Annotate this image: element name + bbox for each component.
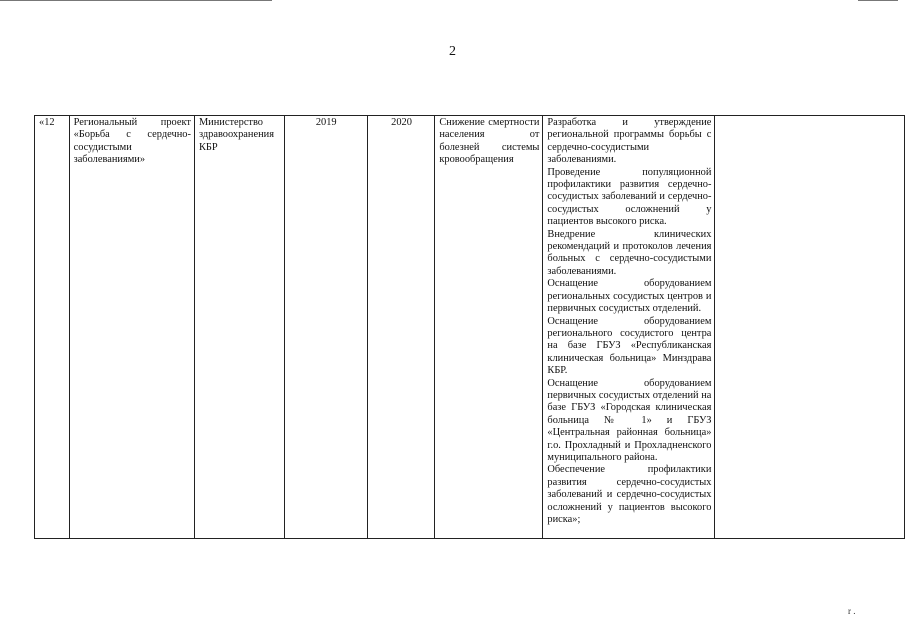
activity-item: Обеспечение профилактики развития сердечно-сосудистых заболеваний и сердечно-сосудистых осложнений у пациентов высокого риска»; <box>547 464 712 525</box>
activity-item: Разработка и утверждение региональной программы борьбы с сердечно-сосудистыми заболеваниями. <box>547 117 712 166</box>
scan-edge-top-right <box>858 0 898 3</box>
activity-item: Оснащение оборудованием региональных сосудистых центров и первичных сосудистых отделений. <box>547 278 712 315</box>
project-name-cell: Региональный проект «Борьба с сердечно-сосудистыми заболеваниями» <box>69 116 194 539</box>
row-number-cell: «12 <box>35 116 70 539</box>
activity-item: Внедрение клинических рекомендаций и протоколов лечения больных с сердечно-сосудистыми заболеваниями. <box>547 228 712 277</box>
notes-cell <box>715 116 905 539</box>
page-number: 2 <box>449 44 456 59</box>
program-table <box>34 115 905 539</box>
expected-result-cell: Снижение смертности населения от болезней системы кровообращения <box>435 116 543 539</box>
end-year-cell: 2020 <box>367 116 435 539</box>
activity-item: Оснащение оборудованием регионального сосудистого центра на базе ГБУЗ «Республиканская клиническая больница» Минздрава КБР. <box>547 315 712 377</box>
table-row <box>35 116 905 539</box>
activity-item: Оснащение оборудованием первичных сосудистых отделений на базе ГБУЗ «Городская клиническая больница № 1» и ГБУЗ «Центральная районная больница» г.о. Прохладный и Прохладненского муниципального района. <box>547 377 712 463</box>
activities-cell <box>543 116 715 539</box>
scan-edge-top-left <box>0 0 272 3</box>
start-year-cell: 2019 <box>284 116 367 539</box>
scan-mark: r . <box>848 606 856 616</box>
activity-item: Проведение популяционной профилактики развития сердечно-сосудистых заболеваний и сердечно-сосудистых осложнений у пациентов высокого риска. <box>547 166 712 228</box>
responsible-ministry-cell: Министерство здравоохранения КБР <box>194 116 284 539</box>
